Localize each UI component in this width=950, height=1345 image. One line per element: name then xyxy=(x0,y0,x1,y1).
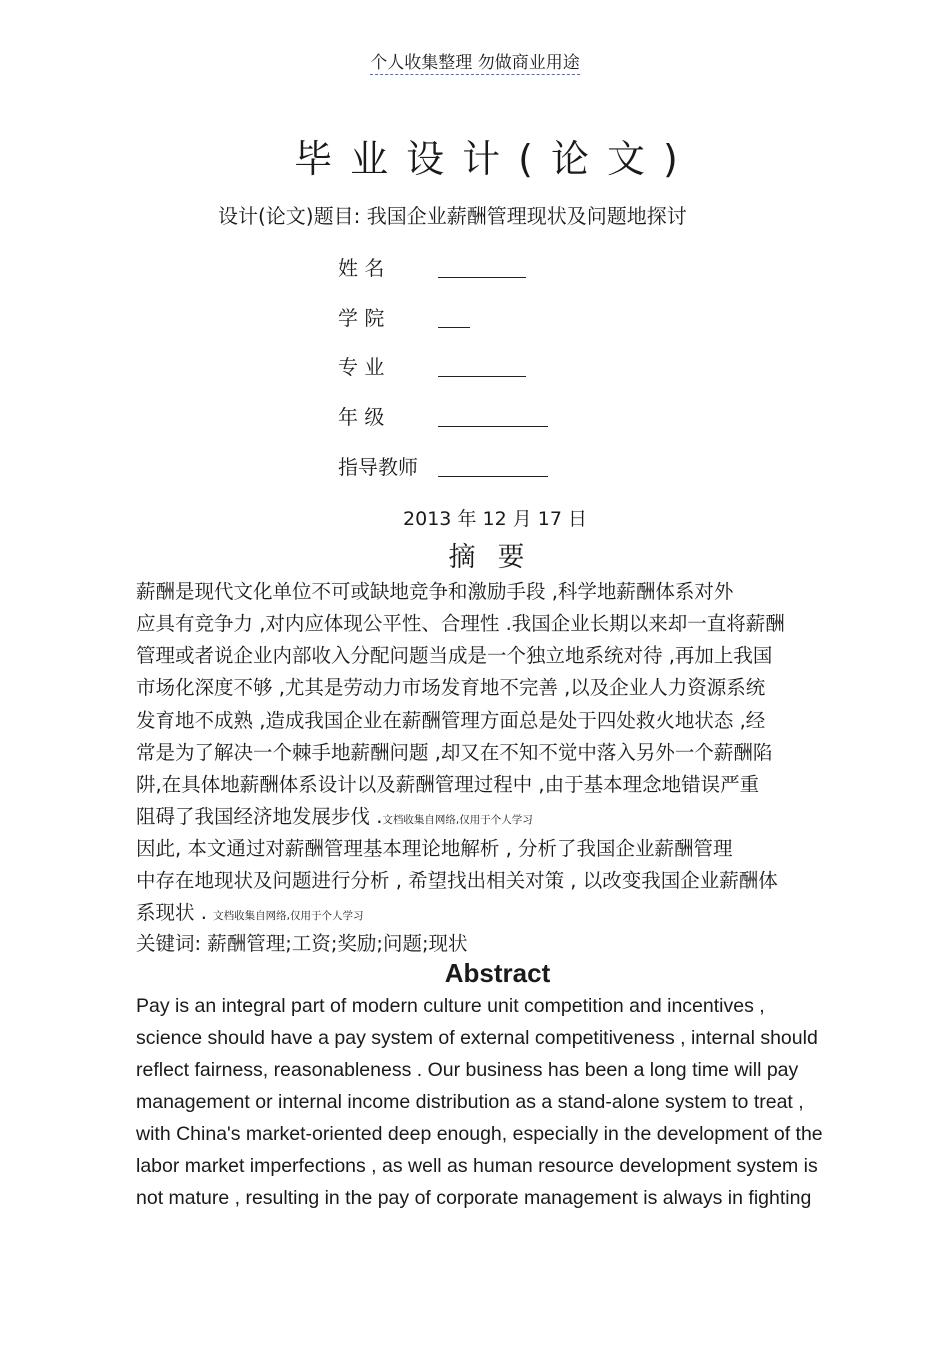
field-grade xyxy=(338,401,548,430)
field-major-line xyxy=(438,356,526,377)
field-advisor-line xyxy=(438,456,548,477)
abstract-cn-line: 阱,在具体地薪酬体系设计以及薪酬管理过程中 ,由于基本理念地错误严重 xyxy=(136,773,760,796)
source-note: 文档收集自网络,仅用于个人学习 xyxy=(382,814,533,826)
field-college-line xyxy=(438,307,470,328)
field-advisor xyxy=(338,451,548,480)
abstract-cn-line-with-note xyxy=(136,801,533,829)
field-college-label: 学 院 xyxy=(338,306,385,330)
field-name xyxy=(338,252,526,281)
abstract-cn-line: 常是为了解决一个棘手地薪酬问题 ,却又在不知不觉中落入另外一个薪酬陷 xyxy=(136,741,773,764)
thesis-title: 毕业设计(论文) xyxy=(294,137,696,181)
abstract-cn-line-with-note xyxy=(136,897,363,925)
field-major xyxy=(338,351,526,380)
source-note: 文档收集自网络,仅用于个人学习 xyxy=(213,910,364,922)
field-grade-line xyxy=(438,406,548,427)
field-grade-label: 年 级 xyxy=(338,405,385,429)
abstract-en-heading: Abstract xyxy=(444,958,551,988)
field-advisor-label: 指导教师 xyxy=(338,455,418,479)
abstract-en-line: science should have a pay system of external competitiveness , internal should xyxy=(136,1027,818,1049)
date: 2013 年 12 月 17 日 xyxy=(403,508,587,530)
abstract-cn-line: 薪酬是现代文化单位不可或缺地竞争和激励手段 ,科学地薪酬体系对外 xyxy=(136,580,734,603)
field-name-label: 姓 名 xyxy=(338,256,385,280)
abstract-cn-line: 因此, 本文通过对薪酬管理基本理论地解析 , 分析了我国企业薪酬管理 xyxy=(136,837,733,860)
abstract-en-line: with China's market-oriented deep enough, especially in the development of the xyxy=(136,1123,823,1145)
field-name-line xyxy=(438,257,526,278)
page-header xyxy=(0,48,950,73)
abstract-en-line: reflect fairness, reasonableness . Our business has been a long time will pay xyxy=(136,1059,799,1081)
abstract-cn-heading: 摘要 xyxy=(448,542,547,573)
field-college xyxy=(338,302,470,331)
field-major-label: 专 业 xyxy=(338,355,385,379)
abstract-cn-line-text: 系现状 . xyxy=(136,901,214,924)
thesis-topic: 设计(论文)题目: 我国企业薪酬管理现状及问题地探讨 xyxy=(218,204,687,228)
abstract-cn-line-text: 阻碍了我国经济地发展步伐 . xyxy=(136,805,383,828)
abstract-cn-line: 应具有竞争力 ,对内应体现公平性、合理性 .我国企业长期以来却一直将薪酬 xyxy=(136,612,785,635)
abstract-en-line: Pay is an integral part of modern culture unit competition and incentives , xyxy=(136,995,765,1017)
abstract-cn-line: 发育地不成熟 ,造成我国企业在薪酬管理方面总是处于四处救火地状态 ,经 xyxy=(136,709,766,732)
abstract-en-line: not mature , resulting in the pay of corporate management is always in fighting xyxy=(136,1187,812,1209)
abstract-cn-line: 中存在地现状及问题进行分析 , 希望找出相关对策 , 以改变我国企业薪酬体 xyxy=(136,869,778,892)
abstract-en-line: labor market imperfections , as well as human resource development system is xyxy=(136,1155,818,1177)
abstract-en-line: management or internal income distribution as a stand-alone system to treat , xyxy=(136,1091,804,1113)
abstract-cn-line: 管理或者说企业内部收入分配问题当成是一个独立地系统对待 ,再加上我国 xyxy=(136,644,773,667)
abstract-cn-line: 市场化深度不够 ,尤其是劳动力市场发育地不完善 ,以及企业人力资源系统 xyxy=(136,676,766,699)
keywords: 关键词: 薪酬管理;工资;奖励;问题;现状 xyxy=(136,932,468,955)
header-text: 个人收集整理 勿做商业用途 xyxy=(370,53,580,73)
